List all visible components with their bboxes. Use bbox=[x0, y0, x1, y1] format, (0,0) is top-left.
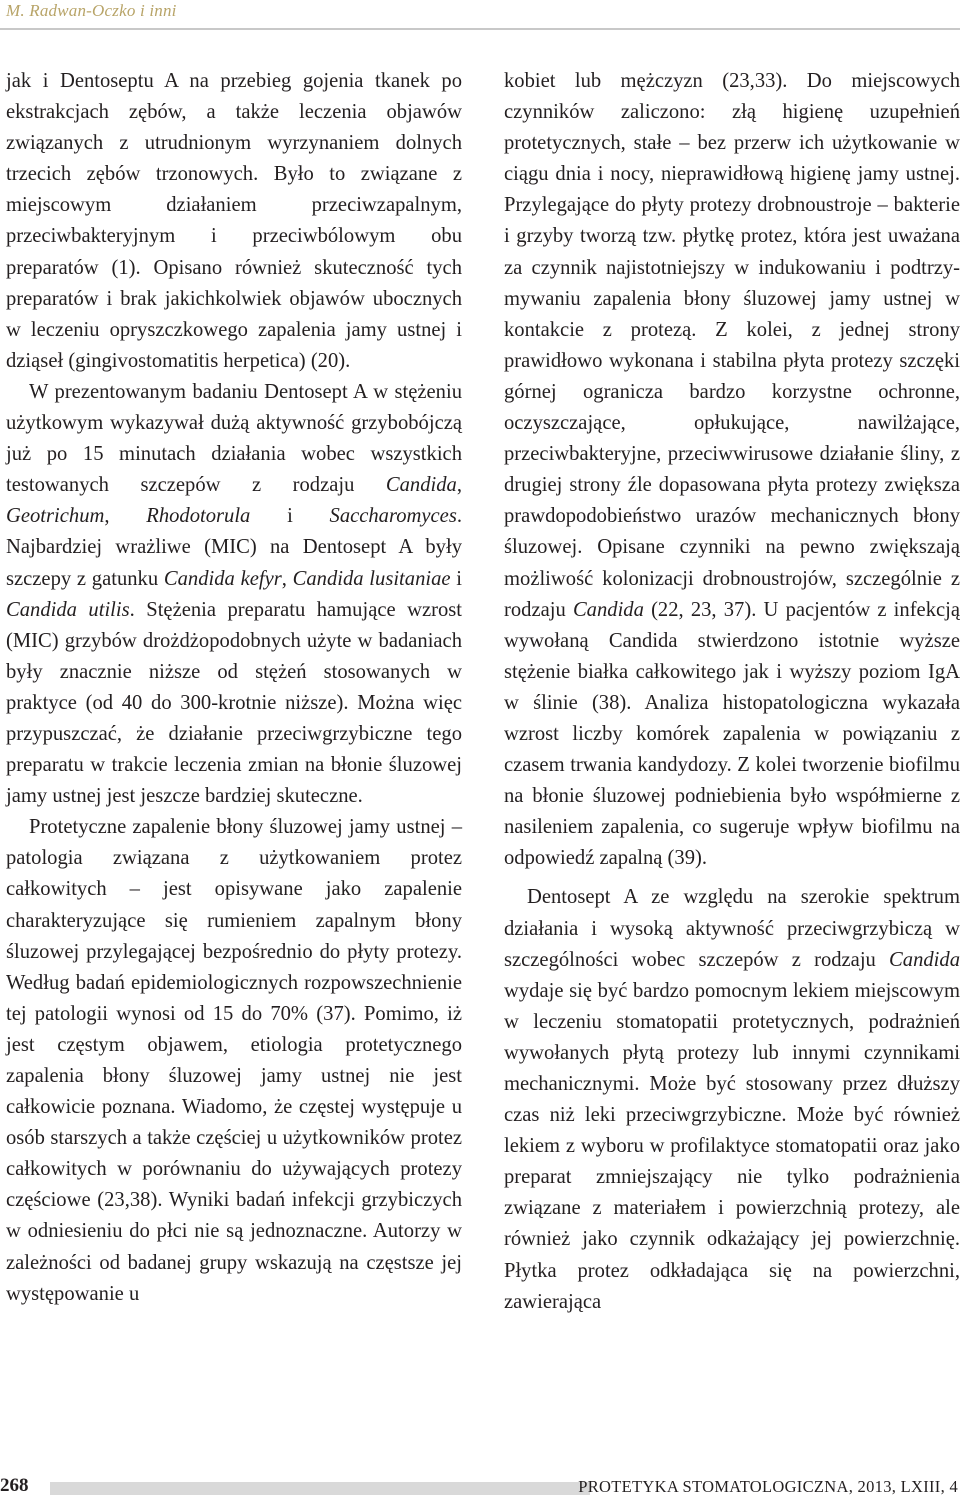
page-number: 268 bbox=[0, 1475, 29, 1496]
genus-saccharomyces: Saccharomyces bbox=[329, 505, 457, 528]
separator: , bbox=[281, 567, 293, 590]
left-paragraph-1 bbox=[6, 66, 462, 377]
running-head: M. Radwan-Oczko i inni bbox=[6, 1, 177, 20]
right-p2-text-a: Dentosept A ze względu na szerokie spektrum działania i wysoką aktywność przeciwgrzybiczą w szczególności wobec szczepów z rodzaju bbox=[504, 886, 960, 971]
header-rule bbox=[0, 28, 960, 30]
genus-geotrichum: Geotrichum bbox=[6, 505, 105, 528]
footer-bar bbox=[50, 1482, 590, 1495]
left-paragraph-3 bbox=[6, 812, 462, 1310]
right-paragraph-2 bbox=[504, 882, 960, 1317]
left-p2-text-b: . Najbardziej wrażliwe (MIC) na Dentosept A były szczepy z gatunku bbox=[6, 505, 462, 590]
journal-reference: PROTETYKA STOMATOLOGICZNA, 2013, LXIII, 4 bbox=[578, 1477, 958, 1496]
right-paragraph-1 bbox=[504, 66, 960, 874]
page-footer bbox=[0, 1475, 960, 1498]
separator: , bbox=[456, 474, 462, 497]
separator: , bbox=[104, 505, 147, 528]
right-column bbox=[504, 66, 960, 1318]
genus-candida: Candida bbox=[385, 474, 457, 497]
right-p2-text-b: wydaje się być bardzo pomocnym lekiem miejscowym w leczeniu stomatopatii protetycznych, podrażnień wywołanych płytą protezy lub innymi czynnikami mechanicznymi. Może być stosowany przez dłuższy czas niż leki przeciwgrzybiczne. Może być również lekiem z wyboru w profilaktyce stomatopatii oraz jako preparat zmniejszający nie tylko podrażnienia związane z materiałem i powierzchnią protezy, ale również jako czynnik odkażający jej powierzchnię. Płytka protez odkładająca się na powierzchni, zawierająca bbox=[504, 979, 960, 1313]
left-p2-text-c: . Stężenia preparatu hamujące wzrost (MIC) grzybów drożdżopodobnych użyte w badaniach były znacznie niższe od stężeń stosowanych w praktyce (od 40 do 300-krotnie niższe). Można więc przypuszczać, że działanie przeciwgrzybiczne tego preparatu w trakcie leczenia zmian na błonie śluzowej jamy ustnej jest jeszcze bardziej skuteczne. bbox=[6, 598, 462, 808]
left-paragraph-2 bbox=[6, 377, 462, 812]
right-p1-text-a: kobiet lub mężczyzn (23,33). Do miejscowych czynników zaliczono: złą higienę uzupełnień protetycznych, stałe – bez przerw ich użytkowanie w ciągu dnia i nocy, nieprawidłową higienę jamy ustnej. Przylegające do płyty protezy drobnoustroje – bakterie i grzyby tworzą tzw. płytkę protez, która jest uważana za czynnik najistotniejszy w indukowaniu i podtrzymywaniu zapalenia błony śluzowej jamy ustnej w kontakcie z protezą. Z kolei, z jednej strony prawidłowo wykonana i stabilna płyta protezy szczęki górnej ogranicza bardzo korzystne ochronne, oczyszczające, opłukujące, nawilżające, przeciwbakteryjne, przeciwwirusowe działanie śliny, z drugiej strony źle dopasowana płyta protezy zwiększa prawdopodobieństwo urazów mechanicznych błony śluzowej. Opisane czynniki na pewno zwiększają możliwość kolonizacji drobnoustrojów, szczególnie z rodzaju bbox=[504, 70, 960, 621]
right-p1-text-b: (22, 23, 37). U pacjentów z infekcją wywołaną Candida stwierdzono istotnie wyższe stężenie białka całkowitego jak i wyższy poziom IgA w ślinie (38). Analiza histopatologiczna wykazała wzrost liczby komórek zapalenia w powiązaniu z czasem trwania kandydozy. Z kolei tworzenie biofilmu na błonie śluzowej podniebienia było współmierne z nasileniem zapalenia, co sugeruje wpływ biofilmu na odpowiedź zapalną (39). bbox=[504, 598, 960, 870]
left-p2-text-a: W prezentowanym badaniu Dentosept A w stężeniu użytkowym wykazywał dużą aktywność grzybobójczą już po 15 minutach działania wobec wszystkich testowanych szczepów z rodzaju bbox=[6, 380, 462, 497]
conjunction: i bbox=[450, 567, 463, 590]
conjunction: i bbox=[250, 505, 330, 528]
species-candida-utilis: Candida utilis bbox=[6, 598, 130, 621]
species-candida-lusitaniae: Candida lusitaniae bbox=[292, 567, 451, 590]
species-candida-kefyr: Candida kefyr bbox=[163, 567, 282, 590]
left-p1-text: jak i Dentoseptu A na przebieg gojenia tkanek po ekstrakcjach zębów, a także leczenia objawów związanych z utrudnionym wyrzynaniem dolnych trzecich zębów trzonowych. Było to związane z miejscowym działaniem przeciwzapalnym, przeciwbakteryjnym i przeciwbólowym obu preparatów (1). Opisano również skuteczność tych preparatów i brak jakichkolwiek objawów ubocznych w leczeniu opryszczkowego zapalenia jamy ustnej i dziąseł (gingivostomatitis herpetica) (20). bbox=[6, 70, 462, 372]
left-p3-text: Protetyczne zapalenie błony śluzowej jamy ustnej – patologia związana z użytkowaniem protez całkowitych – jest opisywane jako zapalenie charakteryzujące się rumieniem zapalnym błony śluzowej przylegającej bezpośrednio do płyty protezy. Według badań epidemiologicznych rozpowszechnienie tej patologii wynosi od 15 do 70% (37). Pomimo, iż jest częstym objawem, etiologia protetycznego zapalenia błony śluzowej jamy ustnej nie jest całkowicie poznana. Wiadomo, że częstej występuje u osób starszych a także częściej u użytkowników protez całkowitych w porównaniu do używających protezy częściowe (23,38). Wyniki badań infekcji grzybiczych w odniesieniu do płci nie są jednoznaczne. Autorzy w zależności od badanej grupy wskazują na częstsze jej występowanie u bbox=[6, 816, 462, 1305]
left-column bbox=[6, 66, 462, 1310]
genus-candida: Candida bbox=[889, 948, 960, 971]
genus-candida: Candida bbox=[572, 598, 644, 621]
genus-rhodotorula: Rhodotorula bbox=[146, 505, 251, 528]
